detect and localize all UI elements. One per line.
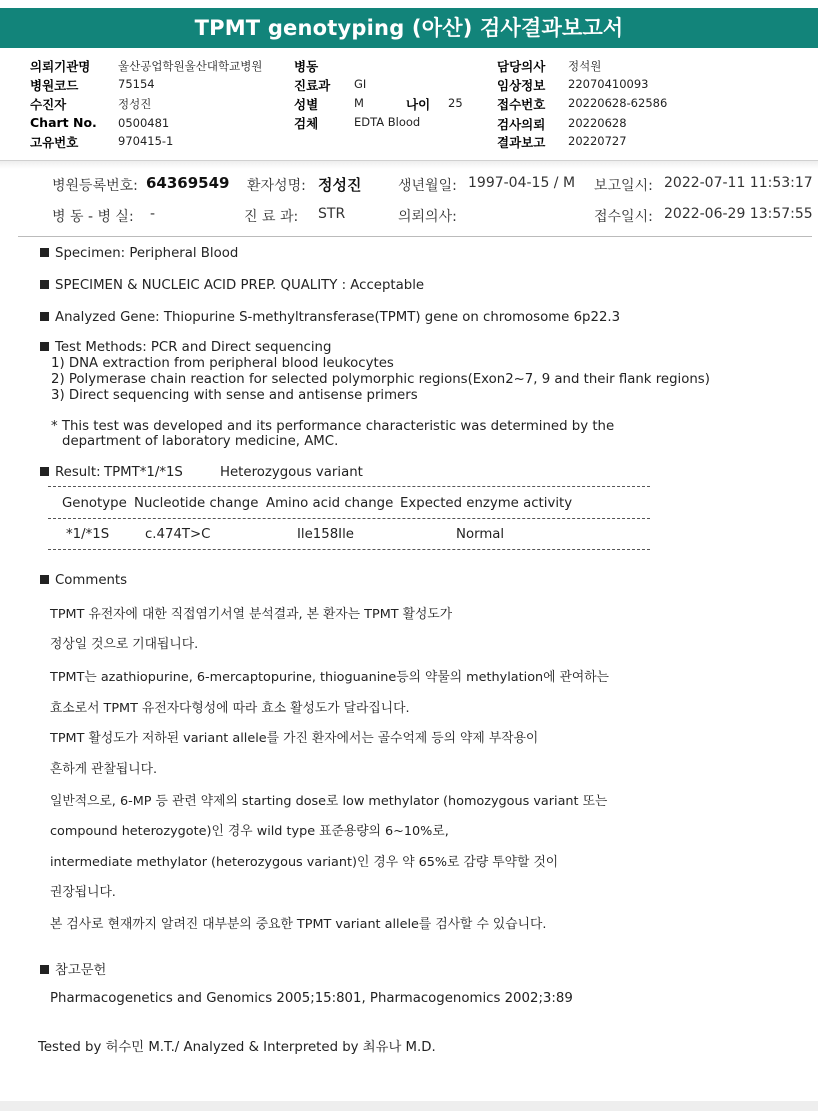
table-cell-genotype: *1/*1S [66,527,110,542]
header-divider [0,160,818,169]
method-step: 3) Direct sequencing with sense and antisense primers [51,388,418,403]
quality-line [40,278,424,293]
comments-heading-text: Comments [55,573,128,588]
header-label-chart-no: Chart No. [30,115,97,130]
table-header-nucleotide: Nucleotide change [134,496,259,511]
table-cell-enzyme: Normal [456,527,505,542]
report-time-label: 보고일시: [594,178,653,194]
bullet-icon [40,248,49,257]
header-label-sex: 성별 [294,97,319,112]
result-interpretation: Heterozygous variant [220,465,363,480]
specimen-line [40,246,238,261]
table-header-enzyme: Expected enzyme activity [400,496,573,511]
patient-info [0,172,818,236]
comment-line: TPMT는 azathiopurine, 6-mercaptopurine, thioguanine등의 약물의 methylation에 관여하는 [50,670,610,685]
header-value-clinical-info: 22070410093 [568,77,649,91]
table-header-amino-acid: Amino acid change [266,496,394,511]
specimen-text: Specimen: Peripheral Blood [55,246,239,261]
header-label-ward: 병동 [294,59,319,74]
patient-name-value: 정성진 [318,176,362,194]
references-heading [40,959,106,978]
header-value-request: 20220628 [568,116,627,130]
table-header-genotype: Genotype [62,496,127,511]
dept-label: 진 료 과: [244,209,299,225]
dept-value: STR [318,206,346,222]
header-value-specimen: EDTA Blood [354,115,421,129]
method-note: department of laboratory medicine, AMC. [62,434,339,449]
methods-heading [40,340,331,355]
header-label-clinical-info: 임상정보 [497,78,546,93]
method-note: * This test was developed and its performance characteristic was determined by the [51,419,615,434]
result-genotype: TPMT*1/*1S [104,465,183,480]
methods-heading-text: Test Methods: PCR and Direct sequencing [55,340,332,355]
header-value-hospital-code: 75154 [118,77,155,91]
header-value-dept: GI [354,77,367,91]
table-divider [48,549,650,550]
header-value-sex: M [354,96,364,110]
header-label-institution: 의뢰기관명 [30,59,91,74]
header-value-doctor: 정석원 [568,59,602,73]
footer-bar [0,1101,818,1111]
reg-no-label: 병원등록번호: [52,178,138,194]
comment-line: 일반적으로, 6-MP 등 관련 약제의 starting dose로 low methylator (homozygous variant 또는 [50,794,608,809]
requesting-doctor-label: 의뢰의사: [398,209,457,225]
header-label-doctor: 담당의사 [497,59,546,74]
header-label-hospital-code: 병원코드 [30,78,79,93]
table-divider [48,518,650,519]
header-label-unique-no: 고유번호 [30,135,79,150]
comment-line: TPMT 유전자에 대한 직접염기서열 분석결과, 본 환자는 TPMT 활성도가 [50,607,453,622]
comment-line: 권장됩니다. [50,885,116,900]
bullet-icon [40,312,49,321]
report-title: TPMT genotyping (아산) 검사결과보고서 [0,8,818,48]
header-label-result-report: 결과보고 [497,135,546,150]
header-label-age: 나이 [406,97,431,112]
bullet-icon [40,575,49,584]
comment-line: TPMT 활성도가 저하된 variant allele를 가진 환자에서는 골수억제 등의 약제 부작용이 [50,731,539,746]
bullet-icon [40,280,49,289]
table-cell-nucleotide: c.474T>C [145,527,211,542]
method-step: 2) Polymerase chain reaction for selected polymorphic regions(Exon2~7, 9 and their flank regions) [51,372,710,387]
signature-line: Tested by 허수민 M.T./ Analyzed & Interpreted by 최유나 M.D. [38,1040,436,1055]
result-label: Result: [55,465,101,480]
gene-text: Analyzed Gene: Thiopurine S-methyltransferase(TPMT) gene on chromosome 6p22.3 [55,310,621,325]
receipt-time-label: 접수일시: [594,209,653,225]
header-value-patient: 정성진 [118,97,152,111]
method-step: 1) DNA extraction from peripheral blood leukocytes [51,356,394,371]
comment-line: intermediate methylator (heterozygous variant)인 경우 약 65%로 감량 투약할 것이 [50,855,559,870]
header-value-receipt-no: 20220628-62586 [568,96,668,110]
comment-line: 흔하게 관찰됩니다. [50,762,158,777]
quality-text: SPECIMEN & NUCLEIC ACID PREP. QUALITY : Acceptable [55,278,425,293]
header-value-age: 25 [448,96,463,110]
bullet-icon [40,342,49,351]
bullet-icon [40,965,49,974]
ward-room-label: 병 동 - 병 실: [52,209,134,225]
header-value-result-report: 20220727 [568,134,627,148]
bullet-icon [40,467,49,476]
patient-info-divider [18,236,812,237]
header-label-dept: 진료과 [294,78,331,93]
table-cell-amino-acid: Ile158Ile [297,527,354,542]
dob-value: 1997-04-15 / M [468,175,576,191]
comments-heading [40,573,127,588]
report-header [0,55,818,155]
gene-line [40,310,620,325]
references-text: Pharmacogenetics and Genomics 2005;15:801, Pharmacogenomics 2002;3:89 [50,991,573,1006]
comment-line: 효소로서 TPMT 유전자다형성에 따라 효소 활성도가 달라집니다. [50,701,410,716]
result-line [40,465,101,480]
header-value-chart-no: 0500481 [118,116,170,130]
reg-no-value: 64369549 [146,174,230,192]
report-time-value: 2022-07-11 11:53:17 [664,175,813,191]
references-heading-text: 참고문헌 [55,963,107,978]
header-label-receipt-no: 접수번호 [497,97,546,112]
header-label-specimen: 검체 [294,116,319,131]
patient-name-label: 환자성명: [247,178,306,194]
ward-room-value: - [150,206,156,222]
comment-line: 정상일 것으로 기대됩니다. [50,637,199,652]
receipt-time-value: 2022-06-29 13:57:55 [664,206,813,222]
header-value-institution: 울산공업학원울산대학교병원 [118,59,263,73]
table-divider [48,486,650,487]
header-label-patient: 수진자 [30,97,67,112]
header-label-request: 검사의뢰 [497,117,546,132]
header-value-unique-no: 970415-1 [118,134,174,148]
comment-line: compound heterozygote)인 경우 wild type 표준용량의 6~10%로, [50,824,449,839]
dob-label: 생년월일: [398,178,457,194]
comment-line: 본 검사로 현재까지 알려진 대부분의 중요한 TPMT variant allele를 검사할 수 있습니다. [50,917,547,932]
